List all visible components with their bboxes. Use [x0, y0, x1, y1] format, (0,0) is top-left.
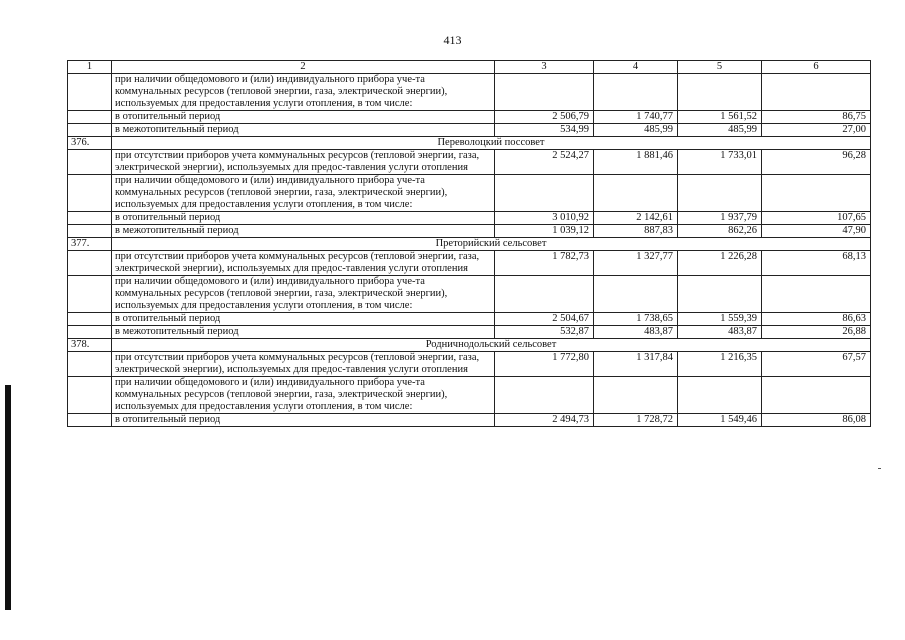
value-cell: 47,90	[762, 225, 871, 238]
value-cell: 27,00	[762, 124, 871, 137]
value-cell: 887,83	[594, 225, 678, 238]
table-row-with-meter	[68, 377, 871, 414]
column-header: 6	[762, 61, 871, 74]
value-cell: 2 494,73	[495, 414, 594, 427]
value-cell: 1 782,73	[495, 251, 594, 276]
value-cell: 67,57	[762, 352, 871, 377]
value-cell: 2 504,67	[495, 313, 594, 326]
scan-artifact	[878, 468, 881, 469]
value-cell: 2 142,61	[594, 212, 678, 225]
row-label: при наличии общедомового и (или) индивидуального прибора уче-та коммунальных ресурсов (тепловой энергии, газа, электрической энергии), используемых для предоставления услуги отопления, в том числе:	[112, 377, 495, 414]
value-cell: 1 327,77	[594, 251, 678, 276]
table-row-heating	[68, 313, 871, 326]
value-cell: 3 010,92	[495, 212, 594, 225]
value-cell: 86,63	[762, 313, 871, 326]
table-row-without-meter	[68, 150, 871, 175]
value-cell: 532,87	[495, 326, 594, 339]
value-cell: 68,13	[762, 251, 871, 276]
value-cell: 1 216,35	[678, 352, 762, 377]
value-cell: 1 559,39	[678, 313, 762, 326]
column-header: 5	[678, 61, 762, 74]
table-row-without-meter	[68, 251, 871, 276]
section-name: Преторийский сельсовет	[112, 238, 871, 251]
value-cell: 485,99	[678, 124, 762, 137]
value-cell: 1 937,79	[678, 212, 762, 225]
table-row-interheating	[68, 225, 871, 238]
value-cell: 1 772,80	[495, 352, 594, 377]
value-cell: 86,75	[762, 111, 871, 124]
row-label: при отсутствии приборов учета коммунальных ресурсов (тепловой энергии, газа, электрической энергии), используемых для предос-тавления услуги отопления	[112, 150, 495, 175]
value-cell: 1 728,72	[594, 414, 678, 427]
value-cell: 1 881,46	[594, 150, 678, 175]
row-label: при наличии общедомового и (или) индивидуального прибора уче-та коммунальных ресурсов (тепловой энергии, газа, электрической энергии), используемых для предоставления услуги отопления, в том числе:	[112, 175, 495, 212]
section-header-row	[68, 137, 871, 150]
tariff-table	[67, 60, 871, 427]
row-label: в отопительный период	[112, 313, 495, 326]
row-label: при наличии общедомового и (или) индивидуального прибора уче-та коммунальных ресурсов (тепловой энергии, газа, электрической энергии), используемых для предоставления услуги отопления, в том числе:	[112, 276, 495, 313]
page-number: 413	[443, 33, 462, 47]
row-label: в межотопительный период	[112, 124, 495, 137]
table-row-with-meter	[68, 175, 871, 212]
table-row-heating	[68, 414, 871, 427]
value-cell: 534,99	[495, 124, 594, 137]
section-number: 378.	[68, 339, 112, 352]
value-cell: 26,88	[762, 326, 871, 339]
value-cell: 107,65	[762, 212, 871, 225]
row-label: в отопительный период	[112, 111, 495, 124]
value-cell: 1 561,52	[678, 111, 762, 124]
value-cell: 1 039,12	[495, 225, 594, 238]
value-cell: 1 317,84	[594, 352, 678, 377]
table-row-heating	[68, 212, 871, 225]
row-label: в отопительный период	[112, 414, 495, 427]
table-row-with-meter	[68, 276, 871, 313]
table-row-without-meter	[68, 352, 871, 377]
scan-binding-edge	[5, 385, 11, 610]
value-cell: 1 740,77	[594, 111, 678, 124]
column-header: 4	[594, 61, 678, 74]
section-header-row	[68, 238, 871, 251]
row-label: в межотопительный период	[112, 326, 495, 339]
column-header: 1	[68, 61, 112, 74]
section-number: 377.	[68, 238, 112, 251]
value-cell: 1 549,46	[678, 414, 762, 427]
section-name: Родничнодольский сельсовет	[112, 339, 871, 352]
value-cell: 862,26	[678, 225, 762, 238]
value-cell: 96,28	[762, 150, 871, 175]
value-cell: 1 733,01	[678, 150, 762, 175]
row-label: при отсутствии приборов учета коммунальных ресурсов (тепловой энергии, газа, электрической энергии), используемых для предос-тавления услуги отопления	[112, 352, 495, 377]
column-header: 3	[495, 61, 594, 74]
section-number: 376.	[68, 137, 112, 150]
table-row-heating	[68, 111, 871, 124]
value-cell: 485,99	[594, 124, 678, 137]
table-row-interheating	[68, 124, 871, 137]
value-cell: 1 226,28	[678, 251, 762, 276]
value-cell: 2 506,79	[495, 111, 594, 124]
row-label: в межотопительный период	[112, 225, 495, 238]
section-header-row	[68, 339, 871, 352]
column-header: 2	[112, 61, 495, 74]
section-name: Переволоцкий поссовет	[112, 137, 871, 150]
value-cell: 483,87	[678, 326, 762, 339]
value-cell: 86,08	[762, 414, 871, 427]
column-number-row	[68, 61, 871, 74]
row-label: при наличии общедомового и (или) индивидуального прибора уче-та коммунальных ресурсов (тепловой энергии, газа, электрической энергии), используемых для предоставления услуги отопления, в том числе:	[112, 74, 495, 111]
table-row-interheating	[68, 326, 871, 339]
row-label: при отсутствии приборов учета коммунальных ресурсов (тепловой энергии, газа, электрической энергии), используемых для предос-тавления услуги отопления	[112, 251, 495, 276]
value-cell: 1 738,65	[594, 313, 678, 326]
table-row-with-meter	[68, 74, 871, 111]
value-cell: 483,87	[594, 326, 678, 339]
value-cell: 2 524,27	[495, 150, 594, 175]
row-label: в отопительный период	[112, 212, 495, 225]
